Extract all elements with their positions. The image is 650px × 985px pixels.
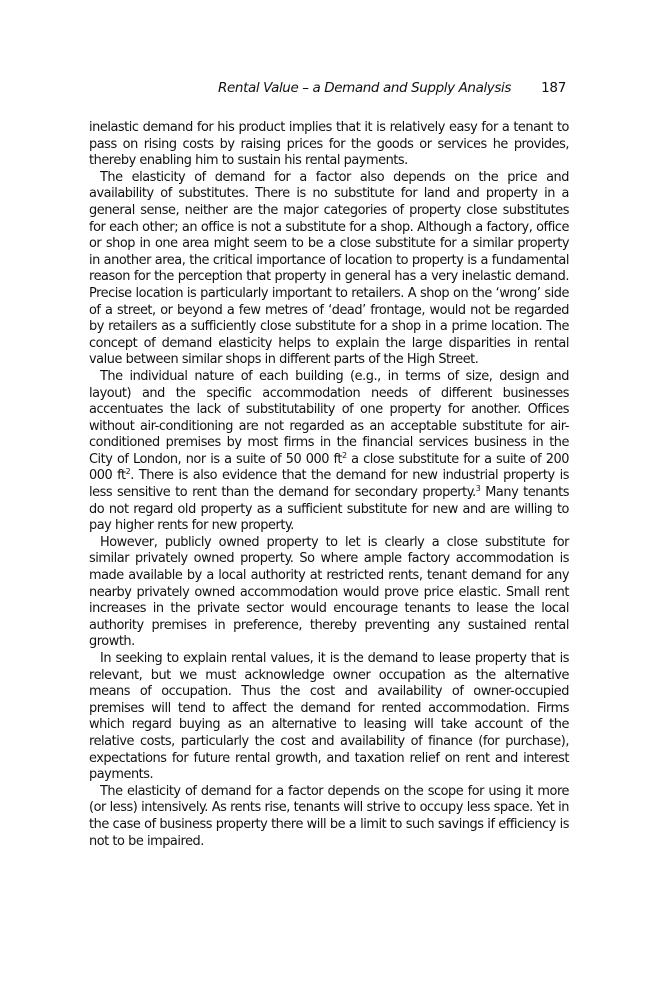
paragraph-5: [89, 651, 569, 784]
paragraph-text: . There is also evidence that the demand for new industrial property is less sensitive to rent than the demand for secondary property.: [89, 468, 570, 501]
superscript-squared: 2: [125, 467, 131, 477]
paragraph-3: [89, 369, 569, 535]
paragraph-text: inelastic demand for his product implies that it is relatively easy for a tenant to pass on rising costs by raising prices for the goods or services he provides, thereby enabling him to sustain his rental payments.: [89, 120, 569, 169]
paragraph-text: Many tenants do not regard old property as a sufficient substitute for new and are willing to pay higher rents for new property.: [89, 485, 569, 534]
paragraph-2: [89, 170, 569, 369]
paragraph-text: The elasticity of demand for a factor depends on the scope for using it more (or less) intensively. As rents rise, tenants will strive to occupy less space. Yet in the case of business property there will be a limit to such savings if efficiency is not to be impaired.: [89, 783, 569, 849]
paragraph-text: The elasticity of demand for a factor also depends on the price and availability of substitutes. There is no substitute for land and property in a general sense, neither are the major categories of property close substitutes for each other; an office is not a substitute for a shop. Although a factory, office or shop in one area might seem to be a close substitute for a similar property in another area, the critical importance of location to property is a fundamental reason for the perception that property in general has a very inelastic demand. Precise location is particularly important to retailers. A shop on the ‘wrong’ side of a street, or beyond a few metres of ‘dead’ frontage, would not be regarded by retailers as a sufficiently close substitute for a shop in a prime location. The concept of demand elasticity helps to explain the large disparities in rental value between similar shops in different parts of the High Street.: [89, 169, 569, 368]
paragraph-text: In seeking to explain rental values, it is the demand to lease property that is relevant, but we must acknowledge owner occupation as the alternative means of occupation. Thus the cost and availability of owner-occupied premises will tend to affect the demand for rented accommodation. Firms which regard buying as an alternative to leasing will take account of the relative costs, particularly the cost and availability of finance (for purchase), expectations for future rental growth, and taxation relief on rent and interest payments.: [89, 651, 569, 783]
paragraph-6: [89, 784, 569, 850]
running-head: [96, 80, 566, 100]
running-title: Rental Value – a Demand and Supply Analysis: [218, 80, 511, 96]
paragraph-text: The individual nature of each building (e.g., in terms of size, design and layout) and the specific accommodation needs of different businesses accentuates the lack of substitutability of one property for another. Offices without air-conditioning are not regarded as an acceptable substitute for air-conditioned premises by most firms in the financial services business in the City of London, nor is a suite of 50 000 ft: [89, 368, 569, 467]
body-text: [89, 120, 569, 850]
paragraph-1: [89, 120, 569, 170]
paragraph-text: a close substitute for a suite of 200 000 ft: [89, 451, 569, 484]
superscript-squared: 2: [342, 450, 347, 460]
page-number: 187: [541, 80, 566, 96]
paragraph-text: However, publicly owned property to let is clearly a close substitute for similar privately owned property. So where ample factory accommodation is made available by a local authority at restricted rents, tenant demand for any nearby privately owned accommodation would prove price elastic. Small rent increases in the private sector would encourage tenants to lease the local authority premises in preference, thereby preventing any sustained rental growth.: [89, 534, 569, 650]
footnote-ref: 3: [475, 484, 481, 494]
paragraph-4: [89, 535, 569, 651]
